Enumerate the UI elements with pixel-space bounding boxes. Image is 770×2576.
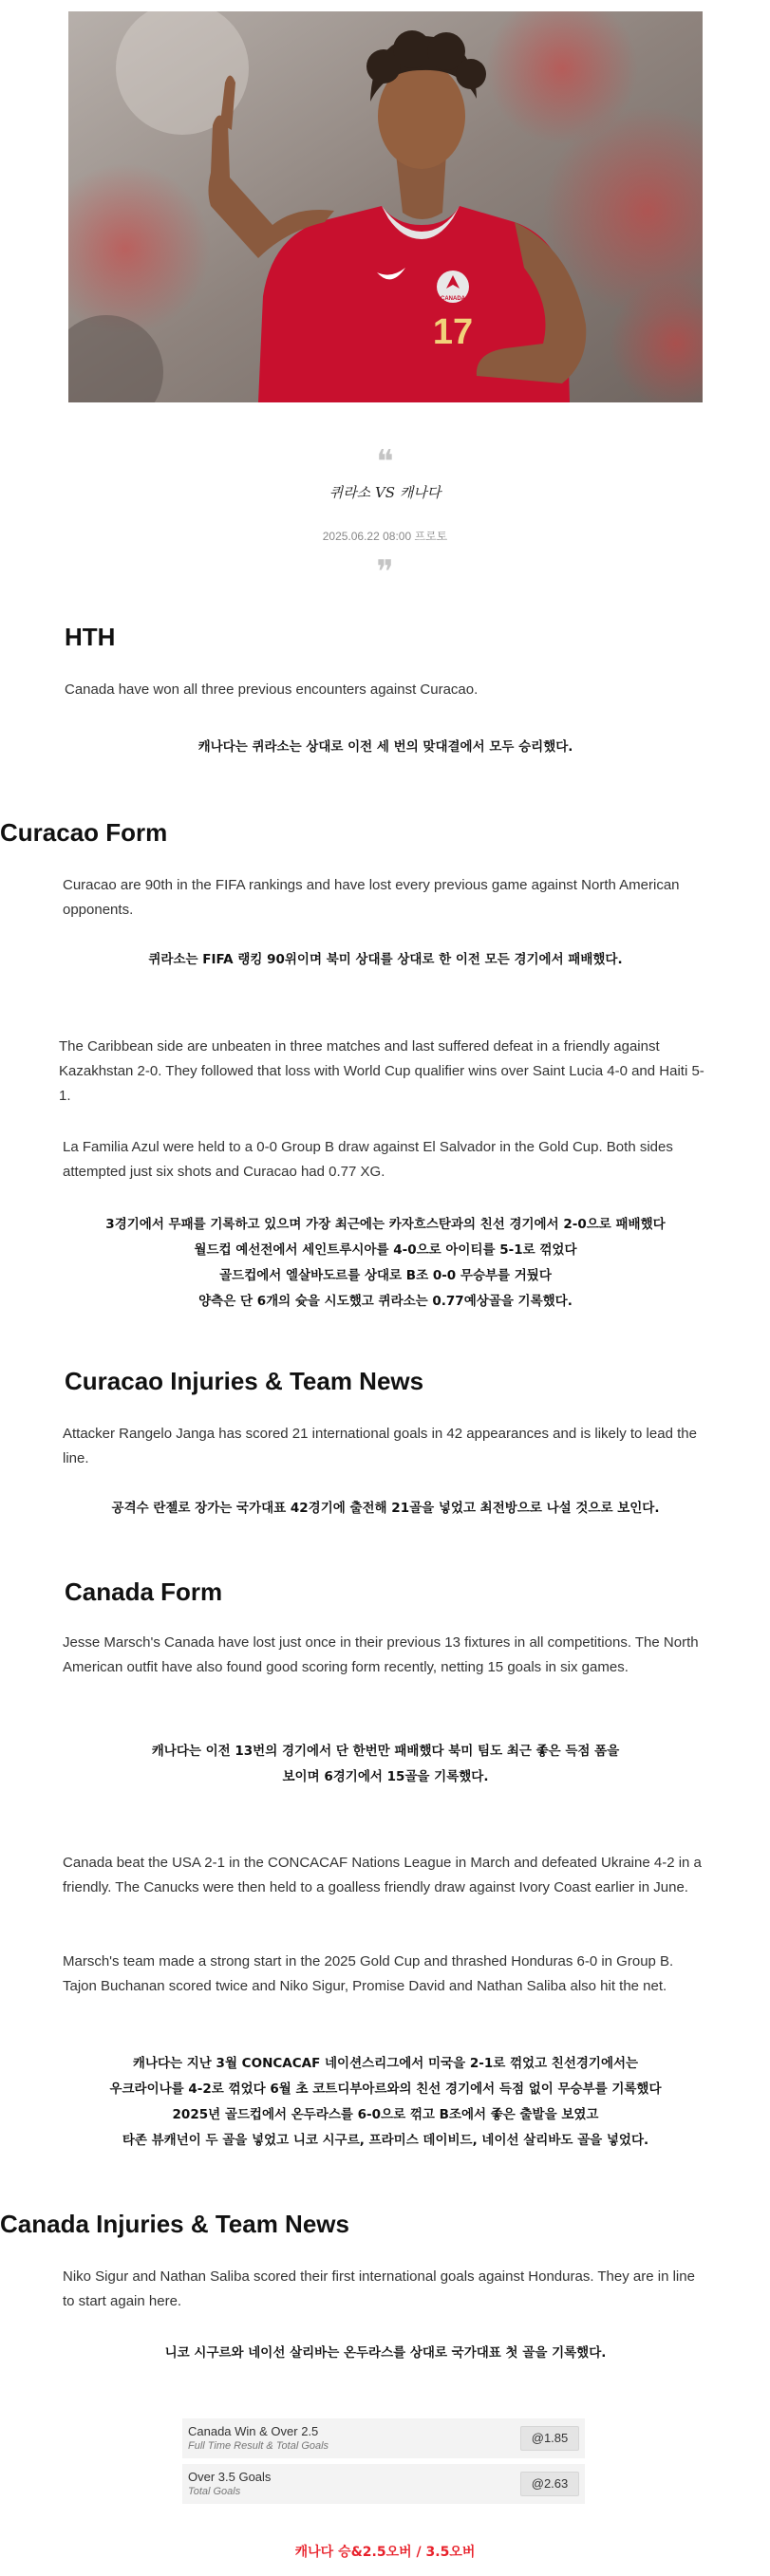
bet-slip — [182, 2418, 585, 2510]
bet-row[interactable] — [182, 2464, 585, 2504]
canada-form-heading: Canada Form — [65, 1577, 223, 1606]
hth-en-text: Canada have won all three previous encounters against Curacao. — [65, 681, 479, 698]
curacao-form-kr-1 — [63, 947, 708, 973]
canada-form-kr-2 — [63, 2051, 708, 2154]
canada-form-en-1: Jesse Marsch's Canada have lost just once in their previous 13 fixtures in all competitions. The North American outfit have also found good scoring form recently, netting 15 goals in six games. — [63, 1634, 699, 1675]
canada-form-en-2: Canada beat the USA 2-1 in the CONCACAF Nations League in March and defeated Ukraine 4-2 in a friendly. The Canucks were then held to a goalless friendly draw against Ivory Coast earlier in June. — [63, 1855, 702, 1895]
kr-line: 타존 뷰캐넌이 두 골을 넣었고 니코 시구르, 프라미스 데이비드, 네이선 살리바도 골을 넣었다. — [122, 2133, 649, 2148]
canada-news-kr — [63, 2341, 708, 2366]
canada-news-en: Niko Sigur and Nathan Saliba scored their first international goals against Honduras. They are in line to start again here. — [63, 2268, 695, 2309]
match-title: 퀴라소 VS 캐나다 — [329, 484, 441, 501]
kr-line: 월드컵 예선전에서 세인트루시아를 4-0으로 아이티를 5-1로 꺾었다 — [194, 1242, 577, 1258]
canada-news-heading: Canada Injuries & Team News — [0, 2210, 349, 2238]
kr-line: 우크라이나를 4-2로 꺾었다 6월 초 코트디부아르와의 친선 경기에서 득점 없이 무승부를 기록했다 — [109, 2081, 662, 2097]
kr-line: 캐나다는 지난 3월 CONCACAF 네이션스리그에서 미국을 2-1로 꺾었고 친선경기에서는 — [132, 2056, 639, 2071]
kr-line: 캐나다는 퀴라소는 상대로 이전 세 번의 맞대결에서 모두 승리했다. — [197, 739, 573, 755]
canada-form-kr-1 — [63, 1739, 708, 1790]
curacao-news-en: Attacker Rangelo Janga has scored 21 international goals in 42 appearances and is likely to lead the line. — [63, 1426, 697, 1466]
bet-row[interactable] — [182, 2418, 585, 2458]
final-pick: 캐나다 승&2.5오버 / 3.5오버 — [294, 2545, 476, 2560]
hth-kr-text — [63, 735, 708, 760]
hth-heading: HTH — [65, 623, 116, 651]
badge-text: CANADA — [441, 296, 465, 302]
kr-line: 양측은 단 6개의 슛을 시도했고 퀴라소는 0.77예상골을 기록했다. — [198, 1294, 573, 1309]
curacao-form-kr-2 — [63, 1212, 708, 1315]
curacao-news-heading: Curacao Injuries & Team News — [65, 1367, 424, 1395]
curacao-news-kr — [63, 1496, 708, 1521]
kr-line: 공격수 란젤로 장가는 국가대표 42경기에 출전해 21골을 넣었고 최전방으로 나설 것으로 보인다. — [111, 1501, 660, 1516]
bet-market: Full Time Result & Total Goals — [188, 2440, 329, 2452]
player-photo — [68, 11, 703, 402]
kr-line: 보이며 6경기에서 15골을 기록했다. — [282, 1769, 489, 1784]
jersey-number: 17 — [432, 312, 474, 352]
kr-line: 캐나다는 이전 13번의 경기에서 단 한번만 패배했다 북미 팀도 최근 좋은 득점 폼을 — [151, 1744, 620, 1759]
quote-open-icon: ❝ — [376, 443, 394, 481]
bet-name: Over 3.5 Goals — [188, 2470, 272, 2484]
kr-line: 니코 시구르와 네이선 살리바는 온두라스를 상대로 국가대표 첫 골을 기록했다. — [164, 2345, 607, 2361]
match-meta: 2025.06.22 08:00 프로토 — [322, 530, 448, 543]
curacao-form-en-2: The Caribbean side are unbeaten in three matches and last suffered defeat in a friendly against Kazakhstan 2-0. They followed that loss with World Cup qualifier wins over Saint Lucia 4-0 and Haiti 5-1. — [59, 1038, 704, 1104]
kr-line: 3경기에서 무패를 기록하고 있으며 가장 최근에는 카자흐스탄과의 친선 경기에서 2-0으로 패배했다 — [105, 1217, 666, 1232]
kr-line: 골드컵에서 엘살바도르를 상대로 B조 0-0 무승부를 거뒀다 — [219, 1268, 552, 1283]
odds-button[interactable]: @1.85 — [520, 2426, 579, 2451]
bet-market: Total Goals — [188, 2486, 241, 2497]
odds-button[interactable]: @2.63 — [520, 2472, 579, 2496]
curacao-form-heading: Curacao Form — [0, 818, 168, 847]
hero-photo — [68, 11, 703, 402]
curacao-form-en-1: Curacao are 90th in the FIFA rankings and have lost every previous game against North American opponents. — [63, 877, 680, 918]
kr-line: 퀴라소는 FIFA 랭킹 90위이며 북미 상대를 상대로 한 이전 모든 경기에서 패배했다. — [148, 952, 623, 967]
bet-name: Canada Win & Over 2.5 — [188, 2424, 319, 2438]
quote-close-icon: ❞ — [376, 553, 394, 591]
canada-form-en-3: Marsch's team made a strong start in the 2025 Gold Cup and thrashed Honduras 6-0 in Group B. Tajon Buchanan scored twice and Niko Sigur, Promise David and Nathan Saliba also hit the net. — [63, 1953, 674, 1994]
curacao-form-en-3: La Familia Azul were held to a 0-0 Group B draw against El Salvador in the Gold Cup. Both sides attempted just six shots and Curacao had 0.77 XG. — [63, 1139, 673, 1180]
kr-line: 2025년 골드컵에서 온두라스를 6-0으로 꺾고 B조에서 좋은 출발을 보였고 — [172, 2107, 599, 2122]
